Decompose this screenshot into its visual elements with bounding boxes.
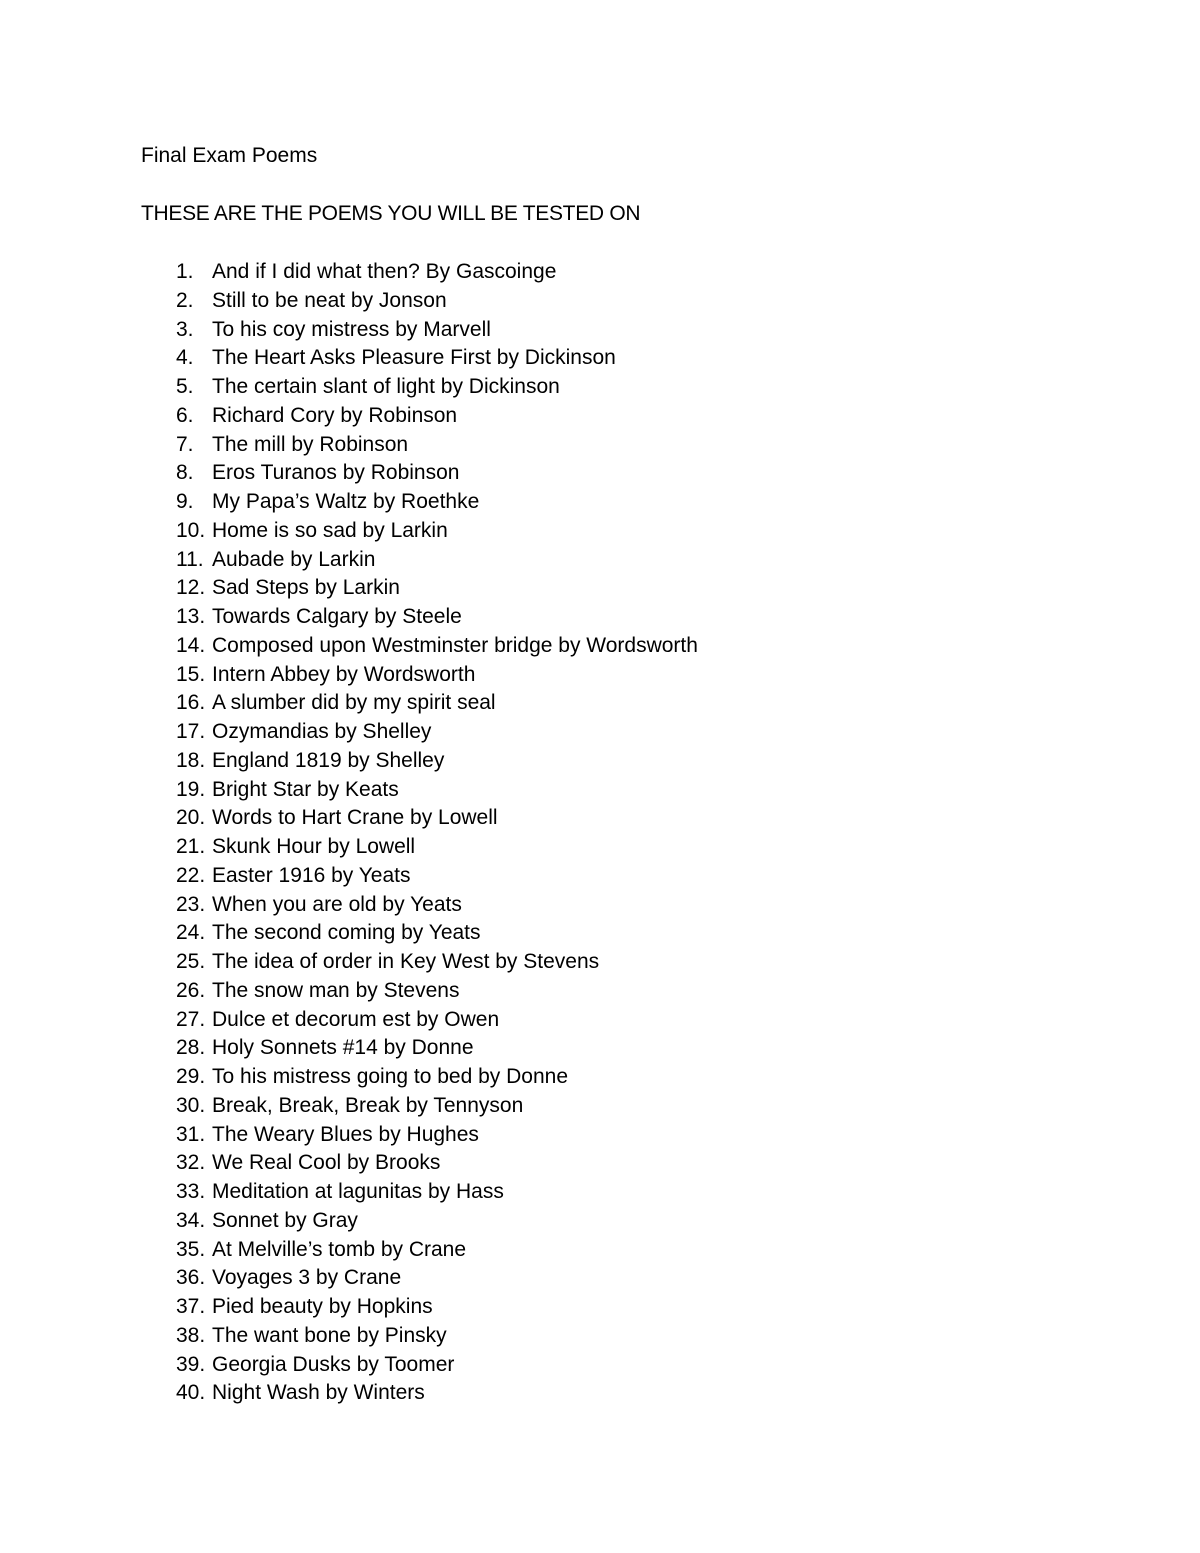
list-item-number: 34.	[176, 1208, 206, 1232]
list-item-text: Richard Cory by Robinson	[212, 403, 458, 427]
list-item-number: 25.	[176, 950, 206, 973]
list-item-text: Bright Star by Keats	[212, 777, 399, 801]
list-item-number: 26.	[176, 978, 206, 1002]
list-item-number: 19.	[176, 777, 206, 801]
list-item-number: 15.	[176, 662, 206, 686]
list-item-text: Georgia Dusks by Toomer	[212, 1352, 455, 1376]
list-item-text: We Real Cool by Brooks	[212, 1151, 441, 1175]
list-item-text: When you are old by Yeats	[212, 892, 462, 916]
list-item-text: Break, Break, Break by Tennyson	[212, 1093, 524, 1117]
list-item-number: 35.	[176, 1237, 206, 1261]
list-item-number: 8.	[176, 461, 194, 485]
list-item-number: 40.	[176, 1381, 206, 1405]
list-item-text: Holy Sonnets #14 by Donne	[212, 1036, 474, 1060]
list-item-number: 37.	[176, 1295, 206, 1318]
list-item-text: Easter 1916 by Yeats	[212, 863, 411, 887]
list-item-text: Night Wash by Winters	[212, 1381, 425, 1405]
list-item-text: Voyages 3 by Crane	[212, 1266, 402, 1290]
list-item-number: 3.	[176, 317, 194, 341]
list-item-text: To his mistress going to bed by Donne	[212, 1065, 569, 1088]
list-item-text: Towards Calgary by Steele	[212, 605, 462, 628]
list-item-text: England 1819 by Shelley	[212, 748, 445, 772]
list-item-number: 36.	[176, 1266, 206, 1290]
list-item-text: The mill by Robinson	[212, 432, 409, 456]
list-item-text: The snow man by Stevens	[212, 978, 460, 1002]
list-item-text: Intern Abbey by Wordsworth	[212, 662, 476, 686]
list-item-text: Words to Hart Crane by Lowell	[212, 806, 498, 830]
list-item-text: The idea of order in Key West by Stevens	[212, 950, 600, 973]
list-item-number: 1.	[176, 260, 194, 283]
list-item-text: The want bone by Pinsky	[212, 1323, 447, 1347]
list-item-text: The Weary Blues by Hughes	[212, 1122, 479, 1146]
list-item-number: 27.	[176, 1007, 206, 1031]
list-item-number: 13.	[176, 605, 206, 628]
list-item-number: 23.	[176, 892, 206, 916]
list-item-number: 24.	[176, 921, 206, 945]
list-item-number: 6.	[176, 403, 194, 427]
list-item-number: 29.	[176, 1065, 206, 1088]
list-item-number: 33.	[176, 1180, 206, 1203]
list-item-number: 14.	[176, 633, 206, 657]
list-item-number: 12.	[176, 576, 206, 600]
list-item-number: 28.	[176, 1036, 206, 1060]
list-item-text: Sad Steps by Larkin	[212, 576, 400, 600]
list-item-text: The certain slant of light by Dickinson	[212, 375, 560, 398]
list-item-number: 16.	[176, 691, 206, 715]
list-item-number: 4.	[176, 346, 194, 370]
page-subtitle: THESE ARE THE POEMS YOU WILL BE TESTED ON	[141, 202, 641, 225]
list-item-text: Aubade by Larkin	[212, 547, 376, 571]
list-item-number: 10.	[176, 518, 206, 542]
list-item-number: 39.	[176, 1352, 206, 1376]
list-item-text: Meditation at lagunitas by Hass	[212, 1180, 504, 1203]
list-item-number: 9.	[176, 490, 194, 513]
list-item-text: Pied beauty by Hopkins	[212, 1295, 433, 1318]
list-item-text: My Papa’s Waltz by Roethke	[212, 490, 480, 513]
list-item-text: Still to be neat by Jonson	[212, 288, 447, 312]
list-item-text: At Melville’s tomb by Crane	[212, 1237, 467, 1261]
list-item-number: 32.	[176, 1151, 206, 1175]
list-item-number: 18.	[176, 748, 206, 772]
list-item-text: The Heart Asks Pleasure First by Dickinson	[212, 346, 616, 370]
list-item-number: 31.	[176, 1122, 206, 1146]
list-item-text: Skunk Hour by Lowell	[212, 835, 416, 858]
list-item-text: Ozymandias by Shelley	[212, 720, 432, 743]
list-item-number: 2.	[176, 288, 194, 312]
list-item-number: 30.	[176, 1093, 206, 1117]
list-item-number: 20.	[176, 806, 206, 830]
list-item-number: 38.	[176, 1323, 206, 1347]
list-item-text: Eros Turanos by Robinson	[212, 461, 460, 485]
list-item-number: 17.	[176, 720, 206, 743]
list-item-text: Sonnet by Gray	[212, 1208, 358, 1232]
list-item-text: A slumber did by my spirit seal	[212, 691, 496, 715]
list-item-text: The second coming by Yeats	[212, 921, 481, 945]
list-item-text: And if I did what then? By Gascoinge	[212, 260, 557, 283]
list-item-text: Composed upon Westminster bridge by Wordsworth	[212, 633, 698, 657]
list-item-number: 21.	[176, 835, 206, 858]
list-item-text: Dulce et decorum est by Owen	[212, 1007, 500, 1031]
list-item-number: 7.	[176, 432, 194, 456]
list-item-text: To his coy mistress by Marvell	[212, 317, 491, 341]
list-item-number: 22.	[176, 863, 206, 887]
list-item-number: 11.	[176, 547, 204, 571]
page-title: Final Exam Poems	[141, 144, 318, 167]
list-item-text: Home is so sad by Larkin	[212, 518, 448, 542]
list-item-number: 5.	[176, 375, 194, 398]
